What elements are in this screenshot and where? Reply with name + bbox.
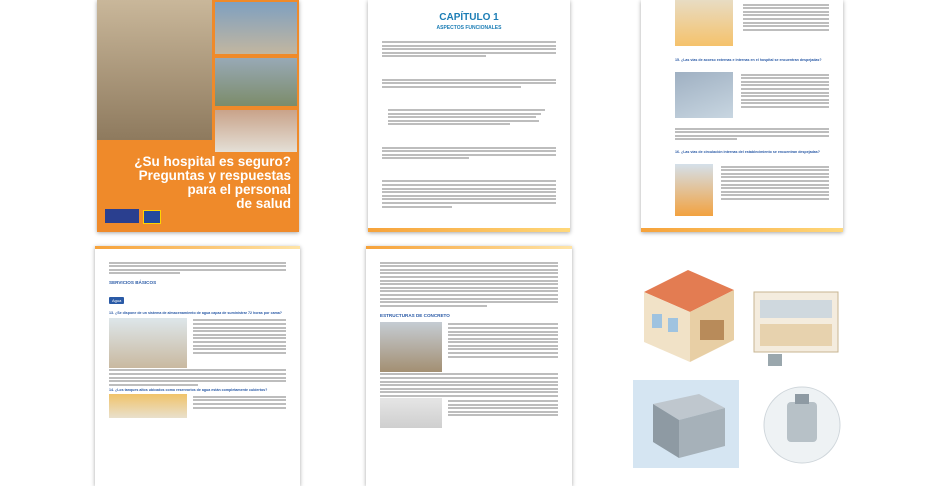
page-footer-bar bbox=[641, 228, 843, 232]
cover-title-line: Preguntas y respuestas bbox=[138, 168, 291, 183]
cover-photo-hospital-top bbox=[215, 2, 297, 54]
illustration-house-cutaway bbox=[636, 268, 742, 364]
subsection-tag: Agua bbox=[109, 297, 124, 304]
content-row bbox=[109, 394, 286, 418]
questions-page-water bbox=[95, 246, 300, 486]
cover-title-line: ¿Su hospital es seguro? bbox=[134, 154, 291, 169]
eu-flag-logo bbox=[143, 210, 161, 224]
question-15: 15. ¿Las vías de acceso externas e internas en el hospital se encuentran despejadas? bbox=[675, 58, 822, 62]
text-column bbox=[741, 72, 829, 110]
question-16: 16. ¿Las vías de circulación internas del establecimiento se encuentran despejadas? bbox=[675, 150, 821, 154]
illustration-cabinet bbox=[748, 282, 844, 370]
illustration-equipment-box bbox=[633, 380, 739, 468]
body-text-block bbox=[382, 41, 556, 208]
chapter-page bbox=[368, 0, 570, 232]
content-row bbox=[380, 322, 558, 372]
content-row bbox=[109, 318, 286, 368]
cover-photo-building bbox=[97, 0, 212, 140]
questions-page-access bbox=[641, 0, 843, 232]
question-13: 13. ¿Se dispone de un sistema de almacenamiento de agua capaz de suministrar 72 horas por cama? bbox=[109, 311, 282, 316]
question-14: 14. ¿Los tanques altos ubicados como reservorios de agua están completamente cubiertos? bbox=[109, 387, 268, 392]
page-header-bar bbox=[366, 246, 572, 249]
page-footer-bar bbox=[368, 228, 570, 232]
cover-photo-staff bbox=[215, 110, 297, 152]
section-heading: SERVICIOS BÁSICOS bbox=[109, 280, 157, 286]
text-column bbox=[193, 394, 286, 418]
illustration-roof-tank bbox=[109, 394, 187, 418]
text-column bbox=[193, 318, 286, 368]
illustration-gas-cylinder bbox=[757, 380, 847, 470]
content-row bbox=[380, 398, 558, 428]
page-header-bar bbox=[95, 246, 300, 249]
chapter-heading: CAPÍTULO 1 bbox=[439, 12, 499, 23]
illustration-corridor bbox=[675, 164, 713, 216]
text-column bbox=[448, 398, 558, 428]
bullet-text bbox=[109, 262, 286, 275]
cover-photo-hospital-mid bbox=[215, 58, 297, 106]
text-column bbox=[109, 369, 286, 385]
text-column bbox=[675, 126, 829, 142]
cover-title-line: de salud bbox=[236, 196, 291, 211]
illustration-structure-frames bbox=[380, 398, 442, 428]
organization-logo bbox=[105, 209, 139, 223]
cover-title-line: para el personal bbox=[187, 182, 291, 197]
structures-page bbox=[366, 246, 572, 486]
illustration-concrete-building bbox=[380, 322, 442, 372]
illustration-hallway bbox=[675, 0, 733, 46]
text-column bbox=[743, 2, 829, 32]
section-heading: ESTRUCTURAS DE CONCRETO bbox=[380, 312, 450, 318]
text-column bbox=[721, 164, 829, 202]
text-column bbox=[380, 262, 558, 307]
chapter-subheading: ASPECTOS FUNCIONALES bbox=[436, 25, 502, 31]
cover-title bbox=[107, 155, 291, 211]
illustration-water-tank bbox=[109, 318, 187, 368]
illustration-parking bbox=[675, 72, 733, 118]
bullet-text bbox=[380, 373, 558, 397]
booklet-cover bbox=[97, 0, 299, 232]
text-column bbox=[448, 322, 558, 372]
